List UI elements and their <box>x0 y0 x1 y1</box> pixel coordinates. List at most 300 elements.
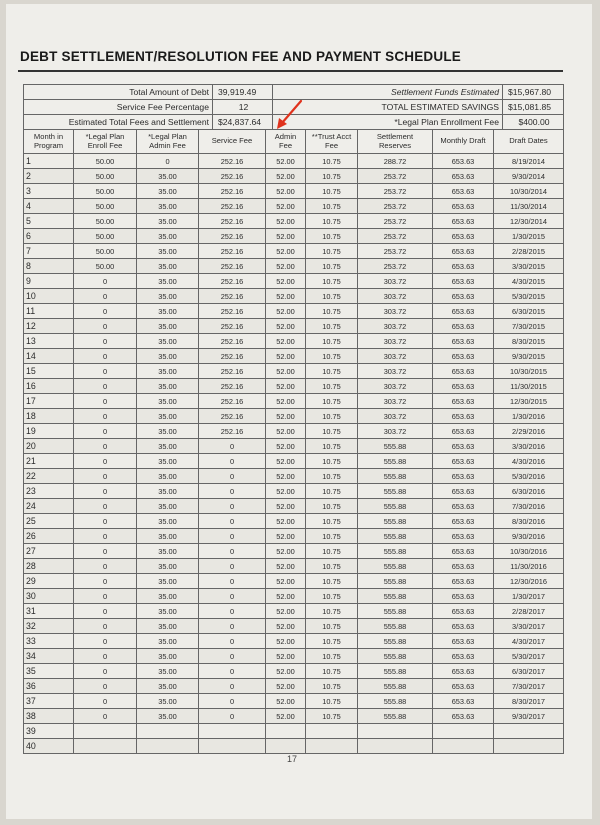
table-cell-e: 0 <box>74 574 137 589</box>
table-cell-a: 35.00 <box>137 424 199 439</box>
table-cell-d: 653.63 <box>433 544 494 559</box>
table-cell-t: 10.75 <box>306 544 358 559</box>
table-row <box>24 319 564 334</box>
table-cell-t: 10.75 <box>306 454 358 469</box>
table-cell-ad: 52.00 <box>266 304 306 319</box>
table-cell-t: 10.75 <box>306 379 358 394</box>
table-cell-ad: 52.00 <box>266 559 306 574</box>
table-cell-s: 0 <box>199 589 266 604</box>
table-cell-e: 0 <box>74 649 137 664</box>
total-debt-value: 39,919.49 <box>213 85 273 100</box>
table-cell-r: 303.72 <box>358 274 433 289</box>
table-cell-s: 252.16 <box>199 184 266 199</box>
table-cell-a: 0 <box>137 154 199 169</box>
table-cell-r: 303.72 <box>358 394 433 409</box>
table-cell-s: 252.16 <box>199 364 266 379</box>
table-cell-ad: 52.00 <box>266 184 306 199</box>
schedule-header-row <box>24 130 564 154</box>
table-cell-d: 653.63 <box>433 199 494 214</box>
table-cell-m: 13 <box>24 334 74 349</box>
table-cell-ad: 52.00 <box>266 514 306 529</box>
table-cell-t: 10.75 <box>306 214 358 229</box>
table-cell-d: 653.63 <box>433 649 494 664</box>
table-cell-m: 11 <box>24 304 74 319</box>
table-cell-d: 653.63 <box>433 484 494 499</box>
table-cell-m: 8 <box>24 259 74 274</box>
table-cell-t: 10.75 <box>306 274 358 289</box>
table-cell-ad: 52.00 <box>266 544 306 559</box>
table-row <box>24 634 564 649</box>
table-cell-e: 0 <box>74 499 137 514</box>
table-cell-dt: 3/30/2015 <box>494 259 564 274</box>
table-cell-d: 653.63 <box>433 274 494 289</box>
table-cell-t: 10.75 <box>306 604 358 619</box>
table-cell-d: 653.63 <box>433 499 494 514</box>
table-cell-ad <box>266 739 306 754</box>
table-cell-d: 653.63 <box>433 304 494 319</box>
table-cell-d: 653.63 <box>433 289 494 304</box>
table-cell-d: 653.63 <box>433 604 494 619</box>
page-number: 17 <box>287 754 298 764</box>
table-cell-m: 36 <box>24 679 74 694</box>
table-cell-dt <box>494 739 564 754</box>
table-cell-dt: 3/30/2016 <box>494 439 564 454</box>
table-cell-d: 653.63 <box>433 169 494 184</box>
table-cell-t: 10.75 <box>306 529 358 544</box>
table-cell-dt: 12/30/2014 <box>494 214 564 229</box>
table-cell-m: 28 <box>24 559 74 574</box>
table-cell-m: 22 <box>24 469 74 484</box>
table-cell-t: 10.75 <box>306 709 358 724</box>
table-row <box>24 724 564 739</box>
table-cell-d: 653.63 <box>433 379 494 394</box>
table-cell-m: 14 <box>24 349 74 364</box>
table-cell-t: 10.75 <box>306 244 358 259</box>
table-cell-r: 303.72 <box>358 334 433 349</box>
table-cell-s: 252.16 <box>199 154 266 169</box>
table-cell-d <box>433 739 494 754</box>
settlement-funds-label: Settlement Funds Estimated <box>273 85 503 100</box>
header-monthly-draft: Monthly Draft <box>433 130 494 154</box>
table-cell-dt: 9/30/2017 <box>494 709 564 724</box>
table-cell-m: 31 <box>24 604 74 619</box>
document-page <box>6 4 592 819</box>
table-row <box>24 604 564 619</box>
table-cell-s: 0 <box>199 619 266 634</box>
title-underline <box>18 70 563 72</box>
table-cell-e: 0 <box>74 559 137 574</box>
table-cell-s: 0 <box>199 469 266 484</box>
table-cell-r: 555.88 <box>358 544 433 559</box>
table-cell-dt: 9/30/2014 <box>494 169 564 184</box>
table-row <box>24 649 564 664</box>
header-admin: Admin Fee <box>266 130 306 154</box>
table-cell-e: 0 <box>74 334 137 349</box>
table-cell-a <box>137 724 199 739</box>
table-cell-e: 0 <box>74 589 137 604</box>
table-cell-e: 50.00 <box>74 259 137 274</box>
table-cell-e: 0 <box>74 514 137 529</box>
table-row <box>24 694 564 709</box>
table-cell-d: 653.63 <box>433 529 494 544</box>
table-cell-a: 35.00 <box>137 589 199 604</box>
table-cell-r: 555.88 <box>358 679 433 694</box>
table-cell-dt: 5/30/2015 <box>494 289 564 304</box>
table-cell-d: 653.63 <box>433 514 494 529</box>
table-cell-a: 35.00 <box>137 619 199 634</box>
table-cell-s: 252.16 <box>199 289 266 304</box>
table-cell-dt: 1/30/2015 <box>494 229 564 244</box>
table-cell-dt: 2/28/2015 <box>494 244 564 259</box>
table-cell-a: 35.00 <box>137 214 199 229</box>
table-cell-dt: 5/30/2016 <box>494 469 564 484</box>
table-cell-r <box>358 739 433 754</box>
table-cell-d: 653.63 <box>433 469 494 484</box>
table-cell-m: 23 <box>24 484 74 499</box>
table-cell-a: 35.00 <box>137 259 199 274</box>
table-cell-s: 0 <box>199 694 266 709</box>
table-cell-a: 35.00 <box>137 244 199 259</box>
table-row <box>24 679 564 694</box>
table-cell-e: 0 <box>74 694 137 709</box>
table-cell-r: 555.88 <box>358 694 433 709</box>
total-debt-label: Total Amount of Debt <box>24 85 213 100</box>
table-cell-r: 253.72 <box>358 169 433 184</box>
table-cell-e: 0 <box>74 529 137 544</box>
table-row <box>24 709 564 724</box>
table-cell-r: 303.72 <box>358 319 433 334</box>
table-cell-e: 0 <box>74 439 137 454</box>
table-cell-dt <box>494 724 564 739</box>
table-cell-t: 10.75 <box>306 259 358 274</box>
table-cell-m: 12 <box>24 319 74 334</box>
table-cell-dt: 4/30/2017 <box>494 634 564 649</box>
table-cell-r: 555.88 <box>358 454 433 469</box>
table-cell-a: 35.00 <box>137 199 199 214</box>
table-cell-d: 653.63 <box>433 589 494 604</box>
table-cell-a: 35.00 <box>137 679 199 694</box>
table-cell-d: 653.63 <box>433 634 494 649</box>
table-cell-m: 32 <box>24 619 74 634</box>
table-cell-t: 10.75 <box>306 484 358 499</box>
table-cell-ad: 52.00 <box>266 199 306 214</box>
table-cell-e: 0 <box>74 454 137 469</box>
table-cell-t: 10.75 <box>306 304 358 319</box>
table-cell-e: 0 <box>74 379 137 394</box>
table-cell-t: 10.75 <box>306 154 358 169</box>
table-cell-s: 0 <box>199 634 266 649</box>
table-cell-r: 555.88 <box>358 439 433 454</box>
table-cell-r: 555.88 <box>358 604 433 619</box>
table-cell-r: 253.72 <box>358 259 433 274</box>
table-cell-e: 0 <box>74 424 137 439</box>
table-cell-dt: 8/19/2014 <box>494 154 564 169</box>
table-cell-s: 0 <box>199 574 266 589</box>
settlement-funds-value: $15,967.80 <box>503 85 564 100</box>
table-cell-r: 303.72 <box>358 304 433 319</box>
table-cell-dt: 2/29/2016 <box>494 424 564 439</box>
table-cell-m: 4 <box>24 199 74 214</box>
table-cell-dt: 6/30/2017 <box>494 664 564 679</box>
table-cell-a: 35.00 <box>137 709 199 724</box>
table-cell-dt: 4/30/2015 <box>494 274 564 289</box>
table-cell-d: 653.63 <box>433 664 494 679</box>
table-cell-t: 10.75 <box>306 289 358 304</box>
table-cell-e: 50.00 <box>74 169 137 184</box>
table-cell-ad: 52.00 <box>266 709 306 724</box>
table-cell-r: 303.72 <box>358 364 433 379</box>
table-row <box>24 424 564 439</box>
table-cell-e: 0 <box>74 409 137 424</box>
table-cell-t: 10.75 <box>306 319 358 334</box>
table-cell-r: 555.88 <box>358 619 433 634</box>
table-cell-ad: 52.00 <box>266 364 306 379</box>
header-reserves: Settlement Reserves <box>358 130 433 154</box>
table-cell-dt: 11/30/2014 <box>494 199 564 214</box>
table-cell-a: 35.00 <box>137 514 199 529</box>
table-cell-m: 25 <box>24 514 74 529</box>
table-cell-e: 50.00 <box>74 229 137 244</box>
payment-schedule-table <box>23 129 564 754</box>
estimated-total-value: $24,837.64 <box>213 115 273 130</box>
table-cell-r: 555.88 <box>358 559 433 574</box>
table-cell-a: 35.00 <box>137 409 199 424</box>
table-cell-a: 35.00 <box>137 394 199 409</box>
table-cell-d: 653.63 <box>433 154 494 169</box>
table-cell-e: 50.00 <box>74 199 137 214</box>
table-cell-dt: 1/30/2016 <box>494 409 564 424</box>
table-row <box>24 544 564 559</box>
table-cell-d <box>433 724 494 739</box>
table-cell-ad: 52.00 <box>266 394 306 409</box>
table-cell-d: 653.63 <box>433 454 494 469</box>
table-cell-s: 252.16 <box>199 214 266 229</box>
table-cell-a <box>137 739 199 754</box>
table-cell-r: 303.72 <box>358 379 433 394</box>
table-cell-r: 555.88 <box>358 664 433 679</box>
table-cell-ad: 52.00 <box>266 379 306 394</box>
table-cell-dt: 12/30/2016 <box>494 574 564 589</box>
table-row <box>24 529 564 544</box>
table-cell-d: 653.63 <box>433 559 494 574</box>
table-cell-d: 653.63 <box>433 184 494 199</box>
table-cell-m: 2 <box>24 169 74 184</box>
table-cell-t: 10.75 <box>306 469 358 484</box>
table-cell-e: 50.00 <box>74 184 137 199</box>
table-row <box>24 739 564 754</box>
table-row <box>24 214 564 229</box>
table-cell-ad <box>266 724 306 739</box>
table-cell-m: 40 <box>24 739 74 754</box>
table-cell-a: 35.00 <box>137 349 199 364</box>
table-cell-r: 253.72 <box>358 199 433 214</box>
table-cell-s: 252.16 <box>199 409 266 424</box>
table-cell-s: 0 <box>199 454 266 469</box>
table-cell-dt: 9/30/2015 <box>494 349 564 364</box>
table-cell-d: 653.63 <box>433 319 494 334</box>
table-cell-a: 35.00 <box>137 274 199 289</box>
table-cell-dt: 6/30/2015 <box>494 304 564 319</box>
estimated-total-label: Estimated Total Fees and Settlement <box>24 115 213 130</box>
table-cell-d: 653.63 <box>433 409 494 424</box>
summary-row-debt <box>24 85 564 100</box>
header-trust-fee: **Trust Acct Fee <box>306 130 358 154</box>
table-row <box>24 244 564 259</box>
table-cell-d: 653.63 <box>433 709 494 724</box>
table-cell-e: 50.00 <box>74 214 137 229</box>
table-cell-ad: 52.00 <box>266 334 306 349</box>
enrollment-fee-label: *Legal Plan Enrollment Fee <box>273 115 503 130</box>
table-cell-dt: 4/30/2016 <box>494 454 564 469</box>
table-row <box>24 589 564 604</box>
table-cell-e: 0 <box>74 484 137 499</box>
table-cell-s: 252.16 <box>199 259 266 274</box>
table-row <box>24 349 564 364</box>
table-cell-e: 0 <box>74 274 137 289</box>
table-cell-r: 303.72 <box>358 289 433 304</box>
table-row <box>24 619 564 634</box>
table-cell-a: 35.00 <box>137 229 199 244</box>
table-cell-t <box>306 739 358 754</box>
table-cell-t: 10.75 <box>306 424 358 439</box>
table-cell-a: 35.00 <box>137 319 199 334</box>
table-cell-e <box>74 724 137 739</box>
table-row <box>24 574 564 589</box>
table-cell-r: 253.72 <box>358 214 433 229</box>
table-cell-s: 0 <box>199 604 266 619</box>
table-cell-ad: 52.00 <box>266 154 306 169</box>
table-cell-ad: 52.00 <box>266 349 306 364</box>
table-cell-d: 653.63 <box>433 424 494 439</box>
table-cell-s: 0 <box>199 499 266 514</box>
table-cell-ad: 52.00 <box>266 679 306 694</box>
table-cell-ad: 52.00 <box>266 469 306 484</box>
table-cell-m: 34 <box>24 649 74 664</box>
table-cell-ad: 52.00 <box>266 589 306 604</box>
table-row <box>24 199 564 214</box>
table-cell-dt: 1/30/2017 <box>494 589 564 604</box>
table-cell-s: 0 <box>199 439 266 454</box>
table-cell-d: 653.63 <box>433 214 494 229</box>
table-cell-r: 555.88 <box>358 574 433 589</box>
table-cell-r: 555.88 <box>358 484 433 499</box>
table-row <box>24 559 564 574</box>
table-cell-r: 303.72 <box>358 409 433 424</box>
table-cell-r: 253.72 <box>358 229 433 244</box>
table-cell-dt: 7/30/2017 <box>494 679 564 694</box>
table-cell-r: 555.88 <box>358 514 433 529</box>
table-cell-t: 10.75 <box>306 199 358 214</box>
table-cell-ad: 52.00 <box>266 244 306 259</box>
table-cell-r: 555.88 <box>358 529 433 544</box>
total-savings-label: TOTAL ESTIMATED SAVINGS <box>273 100 503 115</box>
table-cell-ad: 52.00 <box>266 529 306 544</box>
table-cell-a: 35.00 <box>137 664 199 679</box>
table-cell-e: 0 <box>74 319 137 334</box>
table-row <box>24 274 564 289</box>
table-cell-s: 0 <box>199 559 266 574</box>
table-row <box>24 514 564 529</box>
table-cell-t: 10.75 <box>306 619 358 634</box>
total-savings-value: $15,081.85 <box>503 100 564 115</box>
table-row <box>24 664 564 679</box>
table-cell-m: 19 <box>24 424 74 439</box>
table-cell-s: 252.16 <box>199 229 266 244</box>
table-cell-dt: 11/30/2015 <box>494 379 564 394</box>
table-cell-ad: 52.00 <box>266 604 306 619</box>
table-row <box>24 154 564 169</box>
table-cell-ad: 52.00 <box>266 214 306 229</box>
table-cell-ad: 52.00 <box>266 634 306 649</box>
header-draft-dates: Draft Dates <box>494 130 564 154</box>
table-cell-a: 35.00 <box>137 169 199 184</box>
table-cell-ad: 52.00 <box>266 694 306 709</box>
table-cell-s: 252.16 <box>199 424 266 439</box>
table-row <box>24 169 564 184</box>
table-cell-m: 10 <box>24 289 74 304</box>
table-cell-s: 252.16 <box>199 319 266 334</box>
table-cell-m: 27 <box>24 544 74 559</box>
table-cell-e: 0 <box>74 289 137 304</box>
table-cell-t: 10.75 <box>306 394 358 409</box>
table-cell-e: 0 <box>74 634 137 649</box>
table-cell-e: 50.00 <box>74 244 137 259</box>
enrollment-fee-value: $400.00 <box>503 115 564 130</box>
table-cell-r: 555.88 <box>358 709 433 724</box>
table-cell-ad: 52.00 <box>266 259 306 274</box>
header-enroll-fee: *Legal Plan Enroll Fee <box>74 130 137 154</box>
table-cell-a: 35.00 <box>137 304 199 319</box>
table-cell-t: 10.75 <box>306 229 358 244</box>
table-cell-s <box>199 739 266 754</box>
table-cell-ad: 52.00 <box>266 649 306 664</box>
table-cell-s: 252.16 <box>199 169 266 184</box>
table-row <box>24 289 564 304</box>
table-row <box>24 334 564 349</box>
table-cell-m: 24 <box>24 499 74 514</box>
table-cell-t: 10.75 <box>306 334 358 349</box>
table-cell-dt: 8/30/2016 <box>494 514 564 529</box>
table-cell-e: 0 <box>74 679 137 694</box>
table-cell-m: 7 <box>24 244 74 259</box>
table-cell-s: 0 <box>199 529 266 544</box>
table-cell-e: 0 <box>74 604 137 619</box>
table-cell-m: 1 <box>24 154 74 169</box>
table-cell-s: 252.16 <box>199 199 266 214</box>
table-cell-a: 35.00 <box>137 634 199 649</box>
table-cell-r: 303.72 <box>358 424 433 439</box>
table-cell-s: 252.16 <box>199 394 266 409</box>
table-cell-dt: 3/30/2017 <box>494 619 564 634</box>
table-cell-t: 10.75 <box>306 634 358 649</box>
table-cell-t: 10.75 <box>306 589 358 604</box>
table-cell-m: 35 <box>24 664 74 679</box>
table-cell-m: 38 <box>24 709 74 724</box>
table-cell-dt: 7/30/2015 <box>494 319 564 334</box>
table-cell-m: 26 <box>24 529 74 544</box>
table-cell-a: 35.00 <box>137 364 199 379</box>
table-cell-r: 555.88 <box>358 499 433 514</box>
table-cell-ad: 52.00 <box>266 424 306 439</box>
table-cell-ad: 52.00 <box>266 169 306 184</box>
table-cell-r: 555.88 <box>358 589 433 604</box>
table-cell-a: 35.00 <box>137 334 199 349</box>
table-cell-a: 35.00 <box>137 289 199 304</box>
table-cell-d: 653.63 <box>433 574 494 589</box>
table-cell-t: 10.75 <box>306 649 358 664</box>
table-cell-t: 10.75 <box>306 514 358 529</box>
table-cell-t: 10.75 <box>306 439 358 454</box>
